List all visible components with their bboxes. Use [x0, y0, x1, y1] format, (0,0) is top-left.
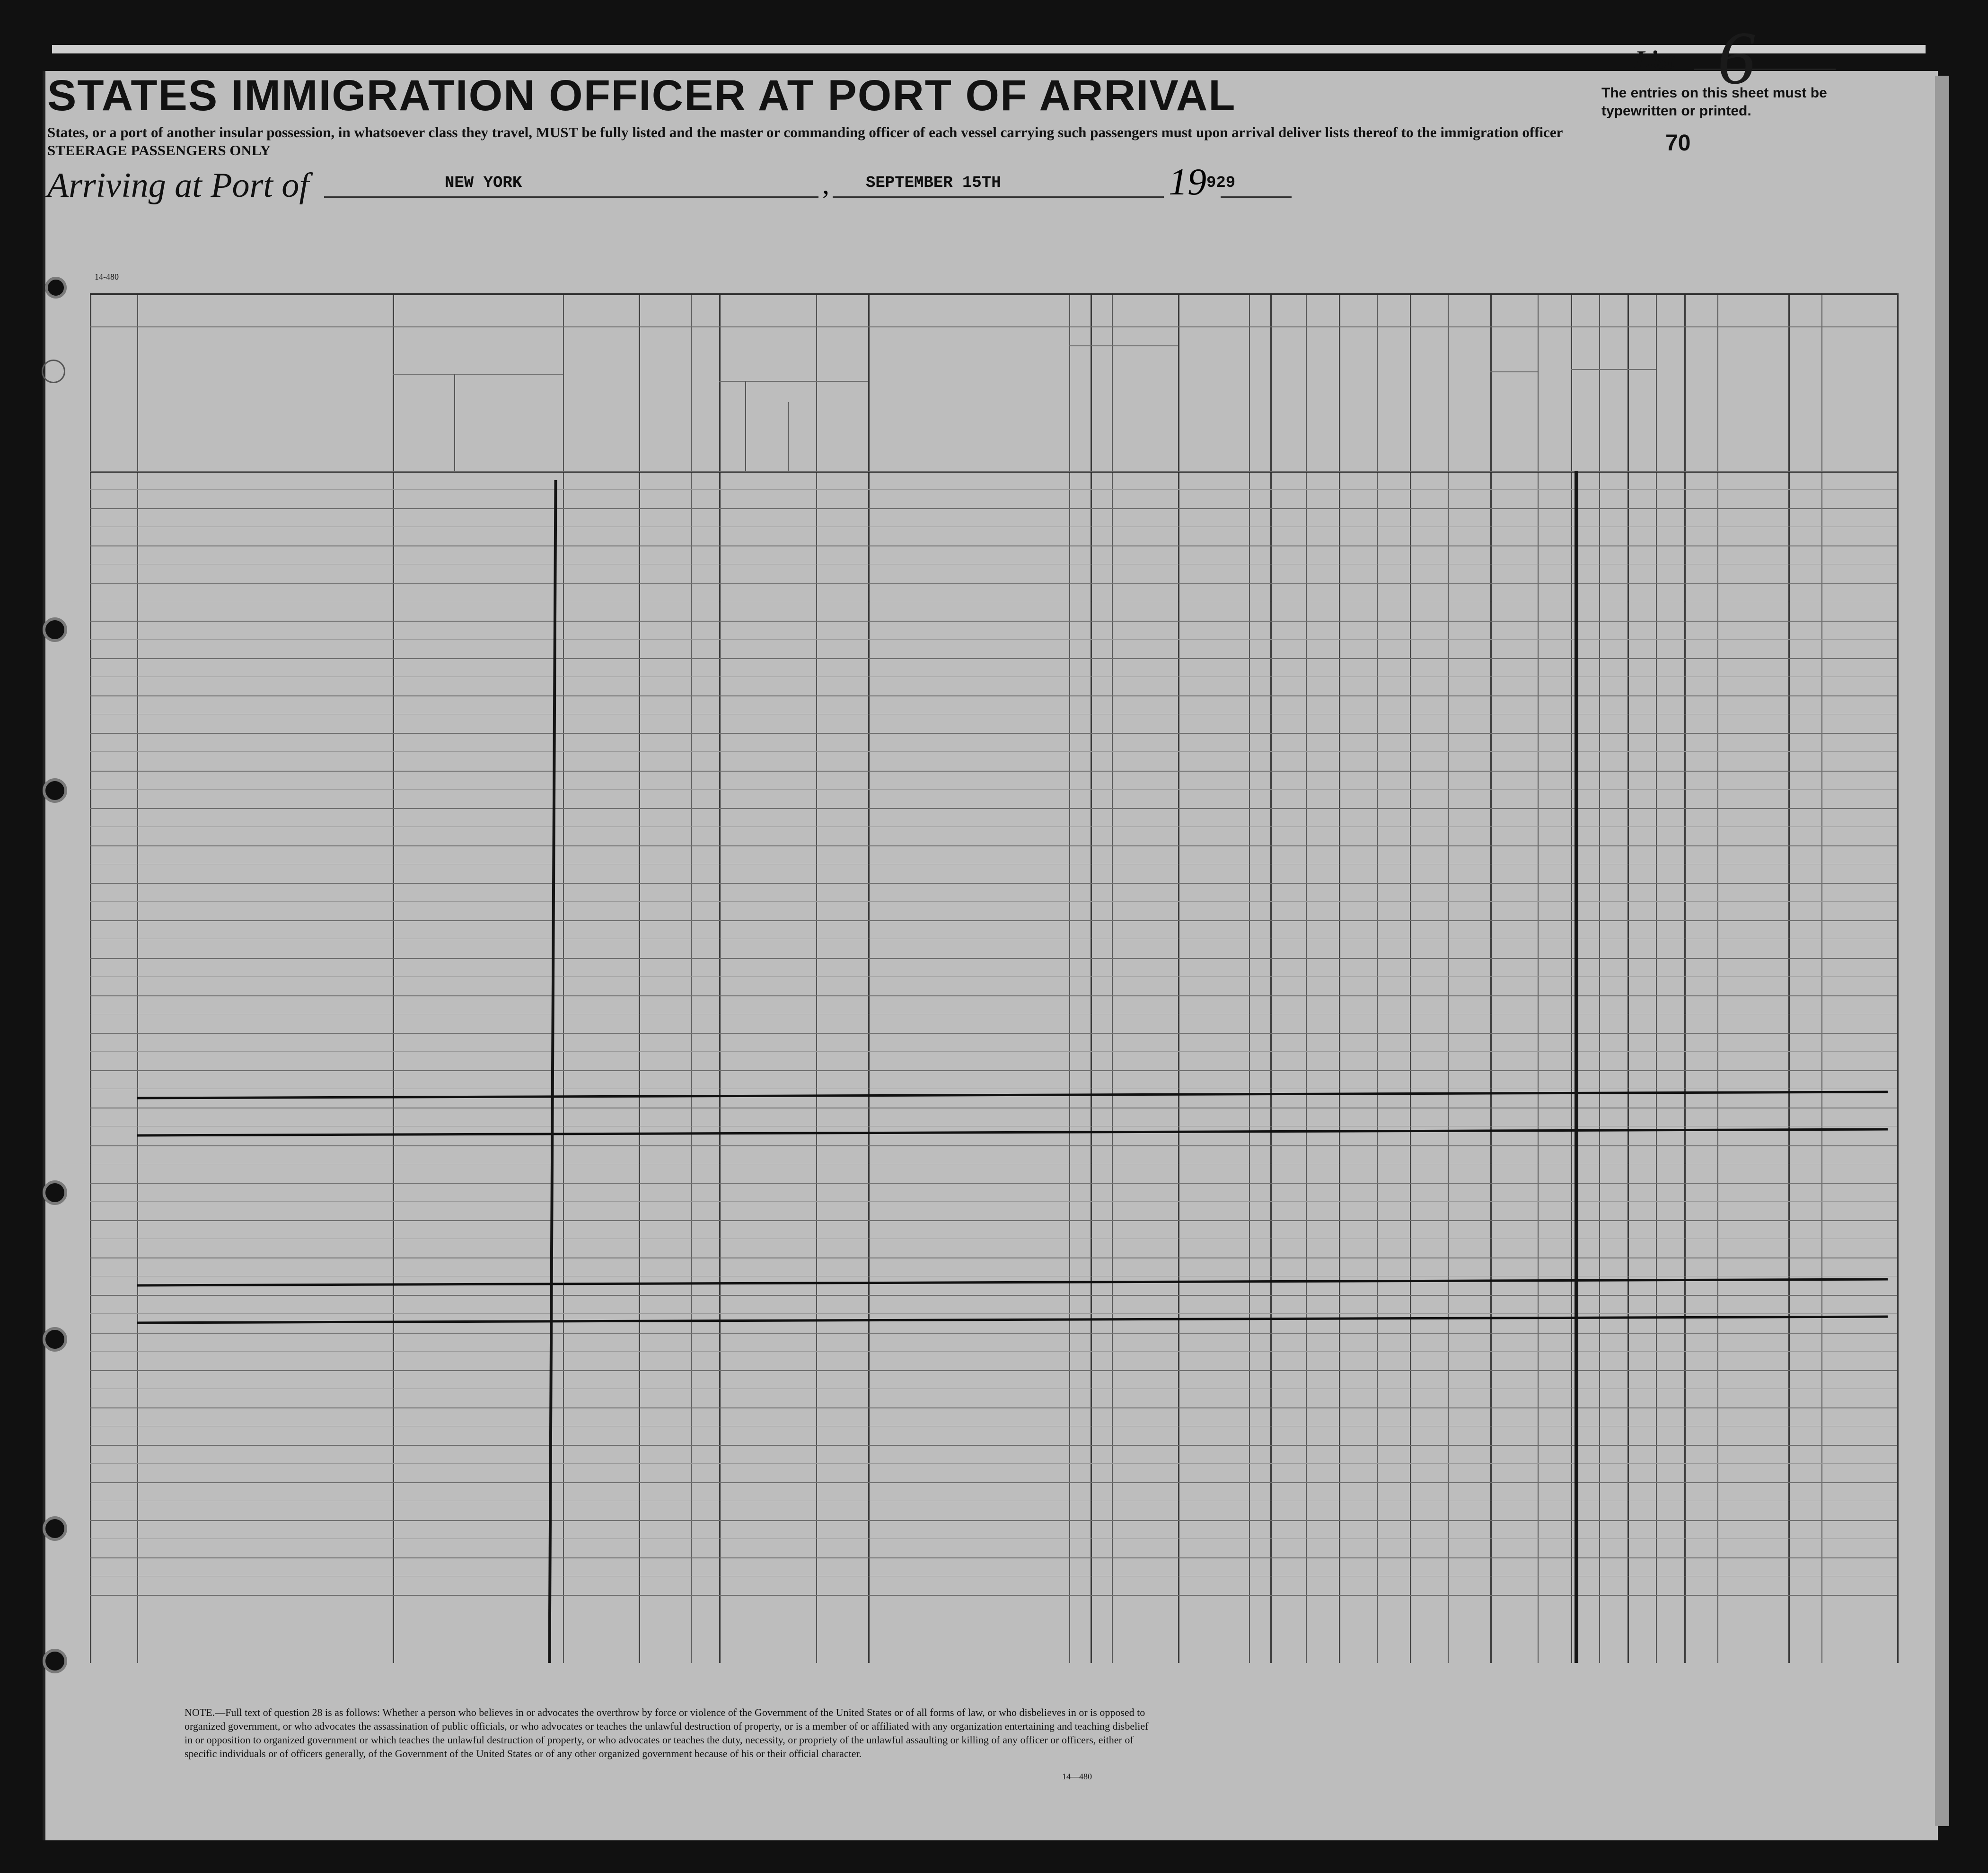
row-rule [90, 920, 1897, 921]
purpose-sub3 [1116, 350, 1172, 466]
row-rule [90, 1407, 1897, 1408]
c30-header [1381, 336, 1409, 464]
year-underline [1221, 196, 1292, 198]
column-rule [1306, 293, 1307, 1663]
footnote: NOTE.—Full text of question 28 is as follows: Whether a person who believes in or advocates the overthrow by force or violence of the Government of the United States or of all forms of law, or who disbelieves in or is opposed to organized government, or who advocates the assassination of public officials, or who advocates or teaches the unlawful destruction of property, or is a member of or affiliated with any organization entertaining and teaching disbelief in or opposition to organized government or which teaches the unlawful destruction of property, or who advocates or teaches the duty, necessity, or propriety of the unlawful assaulting or killing of any officer or officers, either of specific individuals or of officers generally, of the Government of the United States or of any other organized government because of his or their official character. [185, 1706, 1149, 1759]
row-subrule [90, 751, 1897, 752]
row-rule [90, 695, 1897, 696]
possession-header [695, 336, 718, 464]
row-rule [90, 1183, 1897, 1184]
sheet-number: 70 [1665, 131, 1691, 156]
column-rule [1091, 293, 1092, 1663]
row-subrule [90, 1463, 1897, 1464]
punch-hole [43, 1327, 67, 1352]
row-rule [90, 1557, 1897, 1558]
feet-header [1497, 402, 1512, 449]
date-underline [833, 196, 1164, 198]
column-rule [1178, 293, 1179, 1663]
year-prefix: 19 [1169, 161, 1206, 203]
column-rule [1656, 293, 1657, 1663]
sub-rule [1069, 345, 1178, 346]
column-rule [1377, 293, 1378, 1663]
column-rule [1490, 293, 1492, 1663]
c26-header [1253, 336, 1269, 464]
column-rule [816, 293, 817, 1663]
strike-line [137, 1091, 1888, 1099]
column-rule [1717, 293, 1718, 1663]
header-instructions: States, or a port of another insular possession, in whatsoever class they travel, MUST be fully listed and the master or commanding officer of each vessel carrying such passengers must upon arrival deliver lists thereof to the immigration officer [47, 124, 1563, 141]
row-rule [90, 958, 1897, 959]
row-subrule [90, 976, 1897, 977]
row-subrule [90, 1313, 1897, 1314]
column-rule [691, 293, 692, 1663]
entries-note: The entries on this sheet must be typewritten or printed. [1601, 85, 1827, 119]
row-subrule [90, 1201, 1897, 1202]
row-rule [90, 1595, 1897, 1596]
column-rule [1112, 293, 1113, 1663]
row-rule [90, 471, 1897, 472]
header-rule-numbers [90, 326, 1897, 327]
column-rule [563, 293, 564, 1663]
punch-hole [45, 277, 67, 299]
row-subrule [90, 901, 1897, 902]
manifest-table [90, 293, 1897, 1663]
row-rule [90, 995, 1897, 996]
header-rule-top [90, 293, 1897, 295]
row-rule [90, 1333, 1897, 1334]
punch-ring [42, 360, 65, 383]
column-rule [1249, 293, 1250, 1663]
column-rule [1897, 293, 1899, 1663]
c27-header [1275, 336, 1303, 464]
column-rule [393, 293, 394, 1663]
sub-rule [1490, 371, 1538, 372]
column-rule [719, 293, 721, 1663]
column-rule [868, 293, 870, 1663]
strike-line [137, 1278, 1888, 1287]
column-rule [90, 293, 91, 1663]
column-rule [1538, 293, 1539, 1663]
row-rule [90, 583, 1897, 584]
row-subrule [90, 1351, 1897, 1352]
column-rule [1270, 293, 1272, 1663]
column-rule [1410, 293, 1411, 1663]
form-number: 14—480 [1062, 1772, 1092, 1781]
strike-line [137, 1316, 1888, 1324]
row-subrule [90, 789, 1897, 790]
row-rule [90, 508, 1897, 509]
pen-rule [1575, 471, 1578, 1663]
column-rule [1448, 293, 1449, 1663]
row-subrule [90, 1051, 1897, 1052]
sub-rule-v [788, 402, 789, 471]
row-rule [90, 545, 1897, 546]
inches-header [1526, 402, 1540, 449]
row-rule [90, 658, 1897, 659]
comma: , [822, 168, 829, 200]
row-rule [90, 771, 1897, 772]
row-subrule [90, 639, 1897, 640]
strike-line [137, 1128, 1888, 1137]
row-rule [90, 1295, 1897, 1296]
row-rule [90, 1220, 1897, 1221]
column-rule [1339, 293, 1340, 1663]
column-rule [1821, 293, 1822, 1663]
column-rule [1788, 293, 1790, 1663]
column-rule [1599, 293, 1600, 1663]
back-page-edge-right [1935, 76, 1949, 1826]
punch-hole [43, 778, 67, 803]
page-title: STATES IMMIGRATION OFFICER AT PORT OF ARRIVAL [47, 71, 1236, 120]
row-rule [90, 621, 1897, 622]
pen-rule [548, 480, 557, 1663]
header-steerage: STEERAGE PASSENGERS ONLY [47, 142, 271, 158]
ticket-header [568, 336, 591, 464]
row-rule [90, 1482, 1897, 1483]
list-number: 6 [1717, 16, 1755, 100]
row-subrule [90, 489, 1897, 490]
row-rule [90, 1257, 1897, 1258]
sub-rule [393, 374, 563, 375]
row-rule [90, 733, 1897, 734]
row-rule [90, 1070, 1897, 1071]
column-rule [1571, 293, 1572, 1663]
column-rule [1069, 293, 1070, 1663]
row-rule [90, 1370, 1897, 1371]
port-underline [324, 196, 818, 198]
row-rule [90, 1145, 1897, 1146]
sub-rule [1571, 369, 1656, 370]
row-rule [90, 845, 1897, 846]
row-rule [90, 1033, 1897, 1034]
list-label: List [1635, 45, 1675, 74]
purpose-sub2 [1094, 350, 1113, 466]
punch-hole [43, 1649, 67, 1673]
c28-header [1310, 336, 1338, 464]
column-rule [639, 293, 640, 1663]
purpose-sub1 [1073, 350, 1092, 466]
row-rule [90, 1520, 1897, 1521]
arrival-year: 929 [1206, 174, 1236, 192]
arriving-label: Arriving at Port of [47, 166, 309, 205]
arrival-port: NEW YORK [445, 174, 522, 192]
row-rule [90, 808, 1897, 809]
c25-header [1183, 336, 1244, 464]
punch-hole [43, 617, 67, 642]
punch-hole [43, 1180, 67, 1205]
column-rule [1627, 293, 1629, 1663]
arrival-date: SEPTEMBER 15TH [866, 174, 1001, 192]
sub-rule [719, 381, 868, 382]
sub-rule-v [454, 374, 455, 471]
row-rule [90, 883, 1897, 884]
column-rule [137, 293, 138, 1663]
row-rule [90, 1445, 1897, 1446]
c29-header [1343, 336, 1371, 464]
form-number-top: 14-480 [95, 272, 119, 281]
column-rule [1684, 293, 1686, 1663]
sub-rule-v [745, 381, 746, 471]
list-underline [1694, 69, 1836, 70]
punch-hole [43, 1516, 67, 1541]
